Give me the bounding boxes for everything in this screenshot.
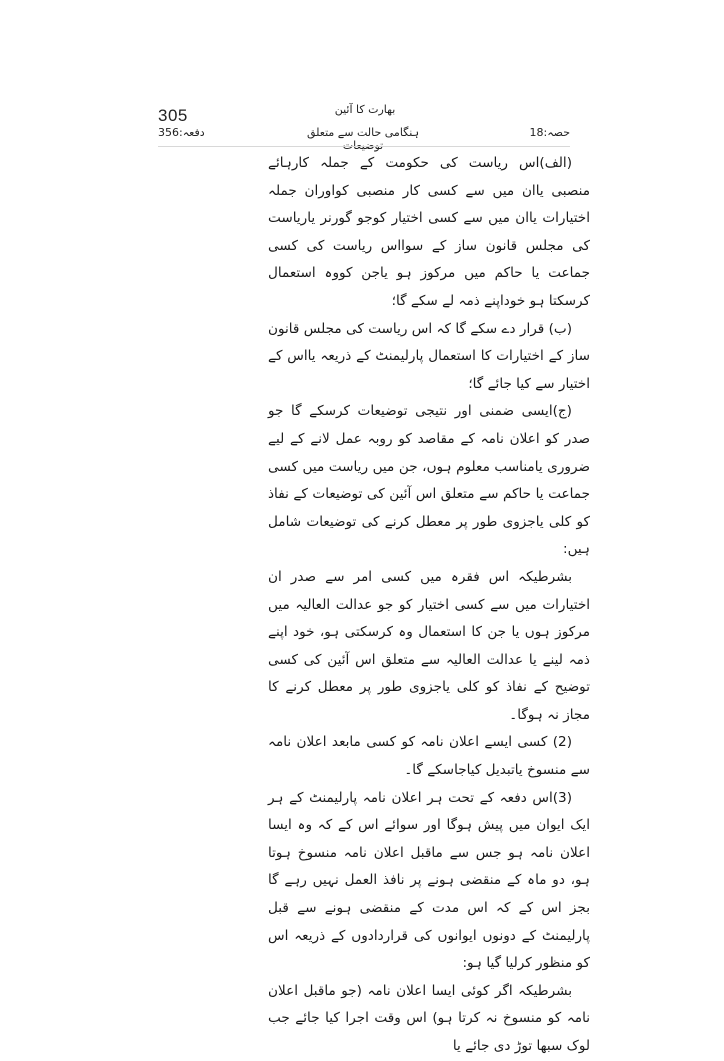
clause-c: (ج)ایسی ضمنی اور نتیجی توضیعات کرسکے گا جو صدر کو اعلان نامہ کے مقاصد کو روبہ عمل لانے کے لیے ضروری یامناسب معلوم ہوں، جن میں ریاست میں کسی جماعت یا حاکم سے متعلق اس آئین کی توضیعات کے نفاذ کو کلی یاجزوی طور پر معطل کرنے کی توضیعات شامل ہیں: [268,403,590,558]
page-number: 305 [158,106,188,125]
body-text [268,150,590,1061]
header-divider [158,146,570,147]
part-label: حصہ:18 [529,126,570,139]
proviso-2: بشرطیکہ اگر کوئی ایسا اعلان نامہ (جو ماقبل اعلان نامہ کو منسوخ نہ کرتا ہو) اس وقت اجرا کیا جائے جب لوک سبھا توڑ دی جائے یا [268,982,590,1054]
running-header [158,126,570,152]
clause-b: (ب) قرار دے سکے گا کہ اس ریاست کی مجلس قانون ساز کے اختیارات کا استعمال پارلیمنٹ کے ذریعہ یااس کے اختیار سے کیا جائے گا؛ [268,320,590,392]
clause-3: (3)اس دفعہ کے تحت ہر اعلان نامہ پارلیمنٹ کے ہر ایک ایوان میں پیش ہوگا اور سوائے اس کے کہ وہ ایسا اعلان نامہ ہو جس سے ماقبل اعلان نامہ منسوخ ہوتا ہو، دو ماہ کے منقضی ہونے پر نافذ العمل نہیں رہے گا بجز اس کے کہ اس مدت کے منقضی ہونے سے قبل پارلیمنٹ کے دونوں ایوانوں کی قراردادوں کے ذریعہ اس کو منظور کرلیا گیا ہو: [268,789,590,972]
book-title: بھارت کا آئین [334,103,396,116]
clause-2: (2) کسی ایسے اعلان نامہ کو کسی مابعد اعلان نامہ سے منسوخ یاتبدیل کیاجاسکے گا۔ [268,734,590,779]
proviso-1: بشرطیکہ اس فقرہ میں کسی امر سے صدر ان اختیارات میں سے کسی اختیار کو جو عدالت العالیہ میں مرکوز ہوں یا جن کا استعمال وہ کرسکتی ہو، خود اپنے ذمہ لینے یا عدالت العالیہ سے متعلق اس آئین کی کسی توضیح کے نفاذ کو کلی یاجزوی طور پر معطل کرنے کا مجاز نہ ہوگا۔ [268,568,590,723]
section-label: دفعہ:356 [158,126,205,139]
clause-a: (الف)اس ریاست کی حکومت کے جملہ کارہائے منصبی یاان میں سے کسی کار منصبی کواوران جملہ اختیارات یاان میں سے کسی اختیار کوجو گورنر یاریاست کی مجلس قانون ساز کے سوااس ریاست کی کسی جماعت یا حاکم میں مرکوز ہو یاجن کووہ استعمال کرسکتا ہو خوداپنے ذمہ لے سکے گا؛ [268,155,590,309]
chapter-title: ہنگامی حالت سے متعلق توضیعات [306,126,420,152]
